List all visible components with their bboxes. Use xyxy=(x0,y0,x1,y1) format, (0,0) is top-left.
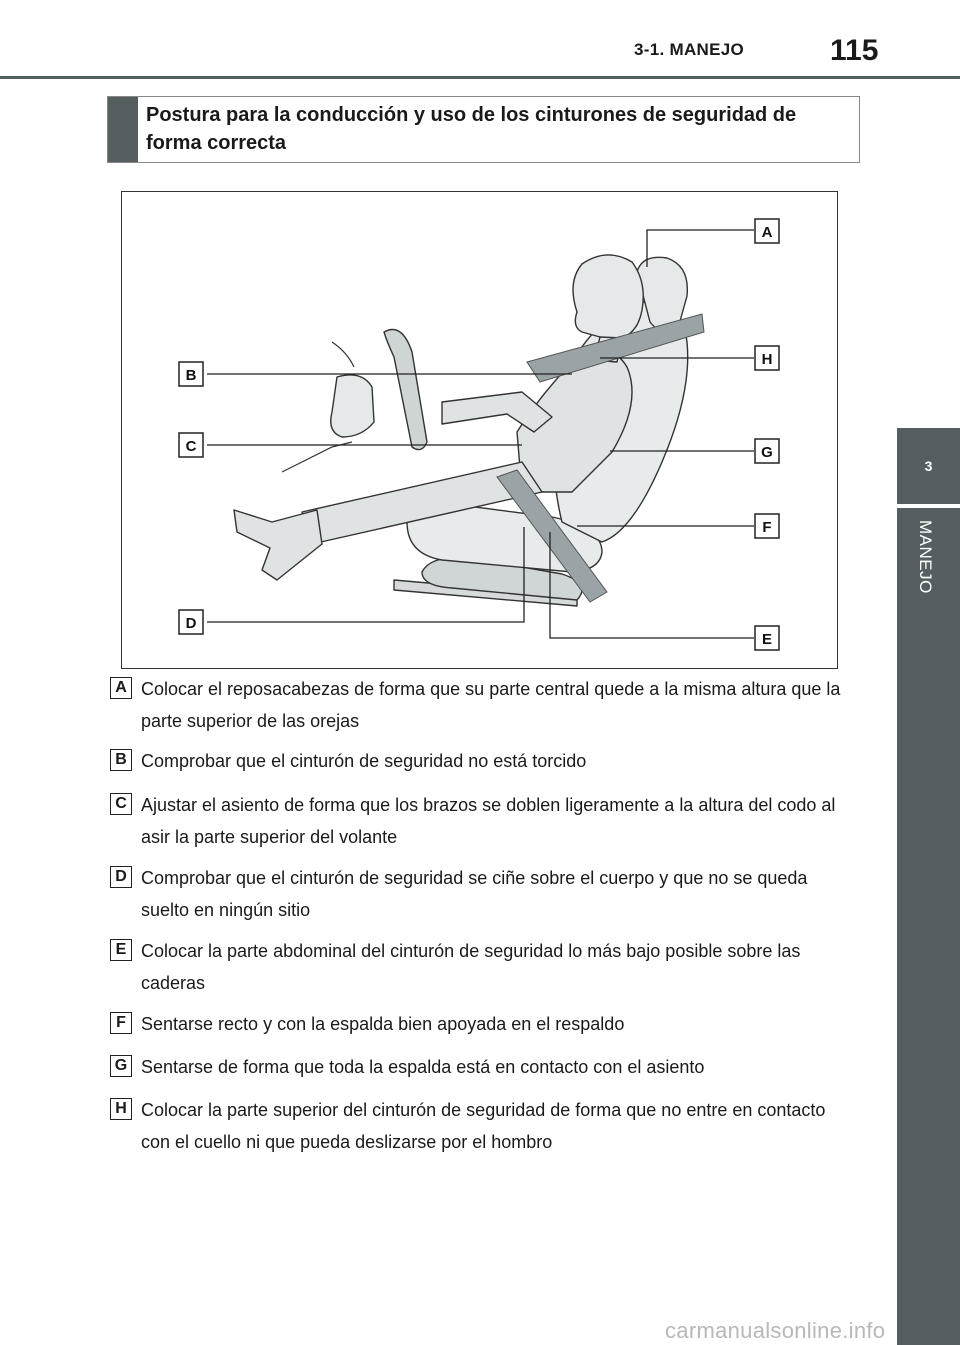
callout-f xyxy=(755,514,779,538)
callout-a xyxy=(755,219,779,243)
instruction-item-c xyxy=(110,789,850,853)
instruction-item-g xyxy=(110,1051,850,1083)
chapter-tab xyxy=(897,428,960,504)
head xyxy=(573,255,643,340)
driving-posture-illustration xyxy=(121,191,838,669)
item-letter-badge: D xyxy=(110,866,132,888)
item-text: Comprobar que el cinturón de seguridad no está torcido xyxy=(141,751,587,771)
callout-g-label: G xyxy=(761,444,773,461)
item-text: Sentarse recto y con la espalda bien apoyada en el respaldo xyxy=(141,1014,625,1034)
item-text: Sentarse de forma que toda la espalda está en contacto con el asiento xyxy=(141,1057,705,1077)
item-letter-badge: A xyxy=(110,677,132,699)
callout-c-label: C xyxy=(185,438,197,455)
item-letter-badge: B xyxy=(110,749,132,771)
callout-g xyxy=(755,439,779,463)
item-letter-badge: E xyxy=(110,939,132,961)
pedal-box xyxy=(331,375,374,437)
callout-b xyxy=(179,362,203,386)
posture-diagram xyxy=(122,192,839,670)
chapter-number: 3 xyxy=(924,458,933,474)
item-letter-badge: F xyxy=(110,1012,132,1034)
instruction-item-h xyxy=(110,1094,850,1158)
callout-h xyxy=(755,346,779,370)
callout-e xyxy=(755,626,779,650)
item-letter-badge: G xyxy=(110,1055,132,1077)
lower-leg xyxy=(234,510,322,580)
callout-d-label: D xyxy=(185,615,197,632)
callout-h-label: H xyxy=(761,351,773,368)
callout-c xyxy=(179,433,203,457)
callout-f-label: F xyxy=(762,519,772,536)
item-text: Ajustar el asiento de forma que los brazos se doblen ligeramente a la altura del codo al asir la parte superior del volante xyxy=(141,795,836,847)
callout-b-label: B xyxy=(185,367,197,384)
chapter-strip xyxy=(897,508,960,1345)
chapter-label-wrap xyxy=(891,520,951,610)
section-title: 3-1. MANEJO xyxy=(634,40,745,59)
instruction-item-b xyxy=(110,745,850,777)
item-text: Colocar la parte abdominal del cinturón de seguridad lo más bajo posible sobre las caderas xyxy=(141,941,801,993)
section-heading-box xyxy=(107,96,860,163)
header-divider xyxy=(0,76,960,79)
callout-e-label: E xyxy=(761,631,773,648)
instruction-item-e xyxy=(110,935,850,999)
callout-d xyxy=(179,610,203,634)
heading-accent-bar xyxy=(108,97,138,162)
watermark: carmanualsonline.info xyxy=(665,1318,886,1343)
item-letter-badge: C xyxy=(110,793,132,815)
item-text: Colocar el reposacabezas de forma que su parte central quede a la misma altura que la parte superior de las orejas xyxy=(141,679,841,731)
item-text: Comprobar que el cinturón de seguridad se ciñe sobre el cuerpo y que no se queda suelto en ningún sitio xyxy=(141,868,808,920)
instruction-item-a xyxy=(110,673,850,737)
instruction-item-d xyxy=(110,862,850,926)
item-letter-badge: H xyxy=(110,1098,132,1120)
steering-wheel xyxy=(384,330,427,450)
chapter-label: MANEJO xyxy=(916,520,935,594)
section-heading: Postura para la conducción y uso de los cinturones de seguridad de forma correcta xyxy=(146,104,797,154)
item-text: Colocar la parte superior del cinturón de seguridad de forma que no entre en contacto con el cuello ni que pueda deslizarse por el hombro xyxy=(141,1100,826,1152)
instruction-item-f xyxy=(110,1008,850,1040)
callout-a-label: A xyxy=(761,224,773,241)
page-number: 115 xyxy=(830,34,879,67)
arm xyxy=(442,392,552,432)
